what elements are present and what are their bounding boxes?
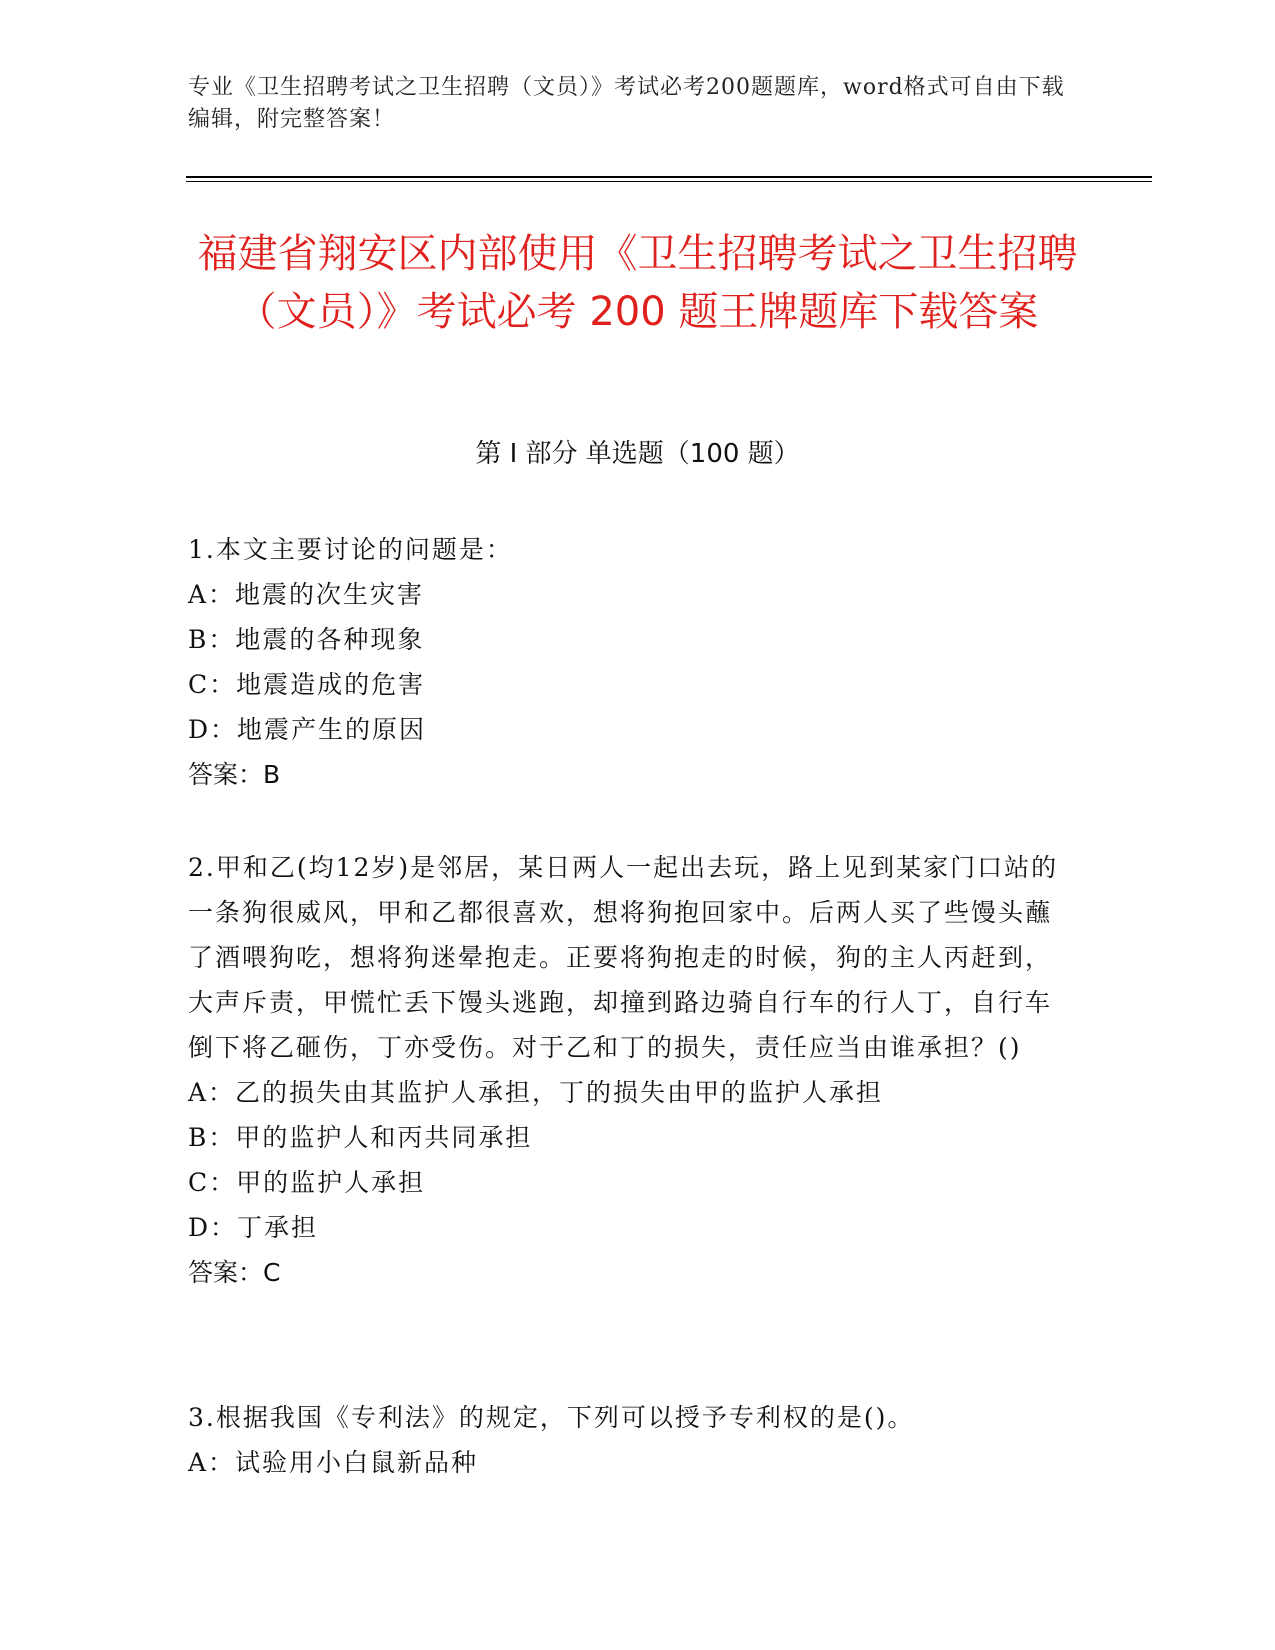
document-title: 福建省翔安区内部使用《卫生招聘考试之卫生招聘（文员）》考试必考 200 题王牌题库下载答案 (197, 231, 1078, 335)
option-b: B：甲的监护人和丙共同承担 (188, 1123, 533, 1152)
question-stem: 1.本文主要讨论的问题是： (188, 535, 513, 564)
header-divider-thin (186, 181, 1152, 182)
question-stem: 3.根据我国《专利法》的规定，下列可以授予专利权的是()。 (188, 1403, 915, 1432)
header-divider-thick (186, 176, 1152, 178)
section-heading: 第 I 部分 单选题（100 题） (475, 439, 800, 469)
option-d: D：地震产生的原因 (188, 715, 427, 744)
option-a: A：乙的损失由其监护人承担，丁的损失由甲的监护人承担 (188, 1078, 884, 1107)
option-c: C：地震造成的危害 (188, 670, 426, 699)
option-a: A：试验用小白鼠新品种 (188, 1448, 479, 1477)
option-d: D：丁承担 (188, 1213, 319, 1242)
question-3 (188, 1395, 1068, 1485)
option-c: C：甲的监护人承担 (188, 1168, 426, 1197)
option-a: A：地震的次生灾害 (188, 580, 425, 609)
header-note: 专业《卫生招聘考试之卫生招聘（文员）》考试必考200题题库，word格式可自由下载编辑，附完整答案！ (188, 75, 1065, 132)
answer: 答案：C (188, 1258, 281, 1287)
question-stem: 2.甲和乙(均12岁)是邻居，某日两人一起出去玩，路上见到某家门口站的一条狗很威风，甲和乙都很喜欢，想将狗抱回家中。后两人买了些馒头蘸了酒喂狗吃，想将狗迷晕抱走。正要将狗抱走的时候，狗的主人丙赶到，大声斥责，甲慌忙丢下馒头逃跑，却撞到路边骑自行车的行人丁，自行车倒下将乙砸伤，丁亦受伤。对于乙和丁的损失，责任应当由谁承担？() (188, 853, 1059, 1062)
option-b: B：地震的各种现象 (188, 625, 425, 654)
answer: 答案：B (188, 760, 281, 789)
question-1 (188, 527, 1068, 797)
question-2 (188, 845, 1068, 1295)
